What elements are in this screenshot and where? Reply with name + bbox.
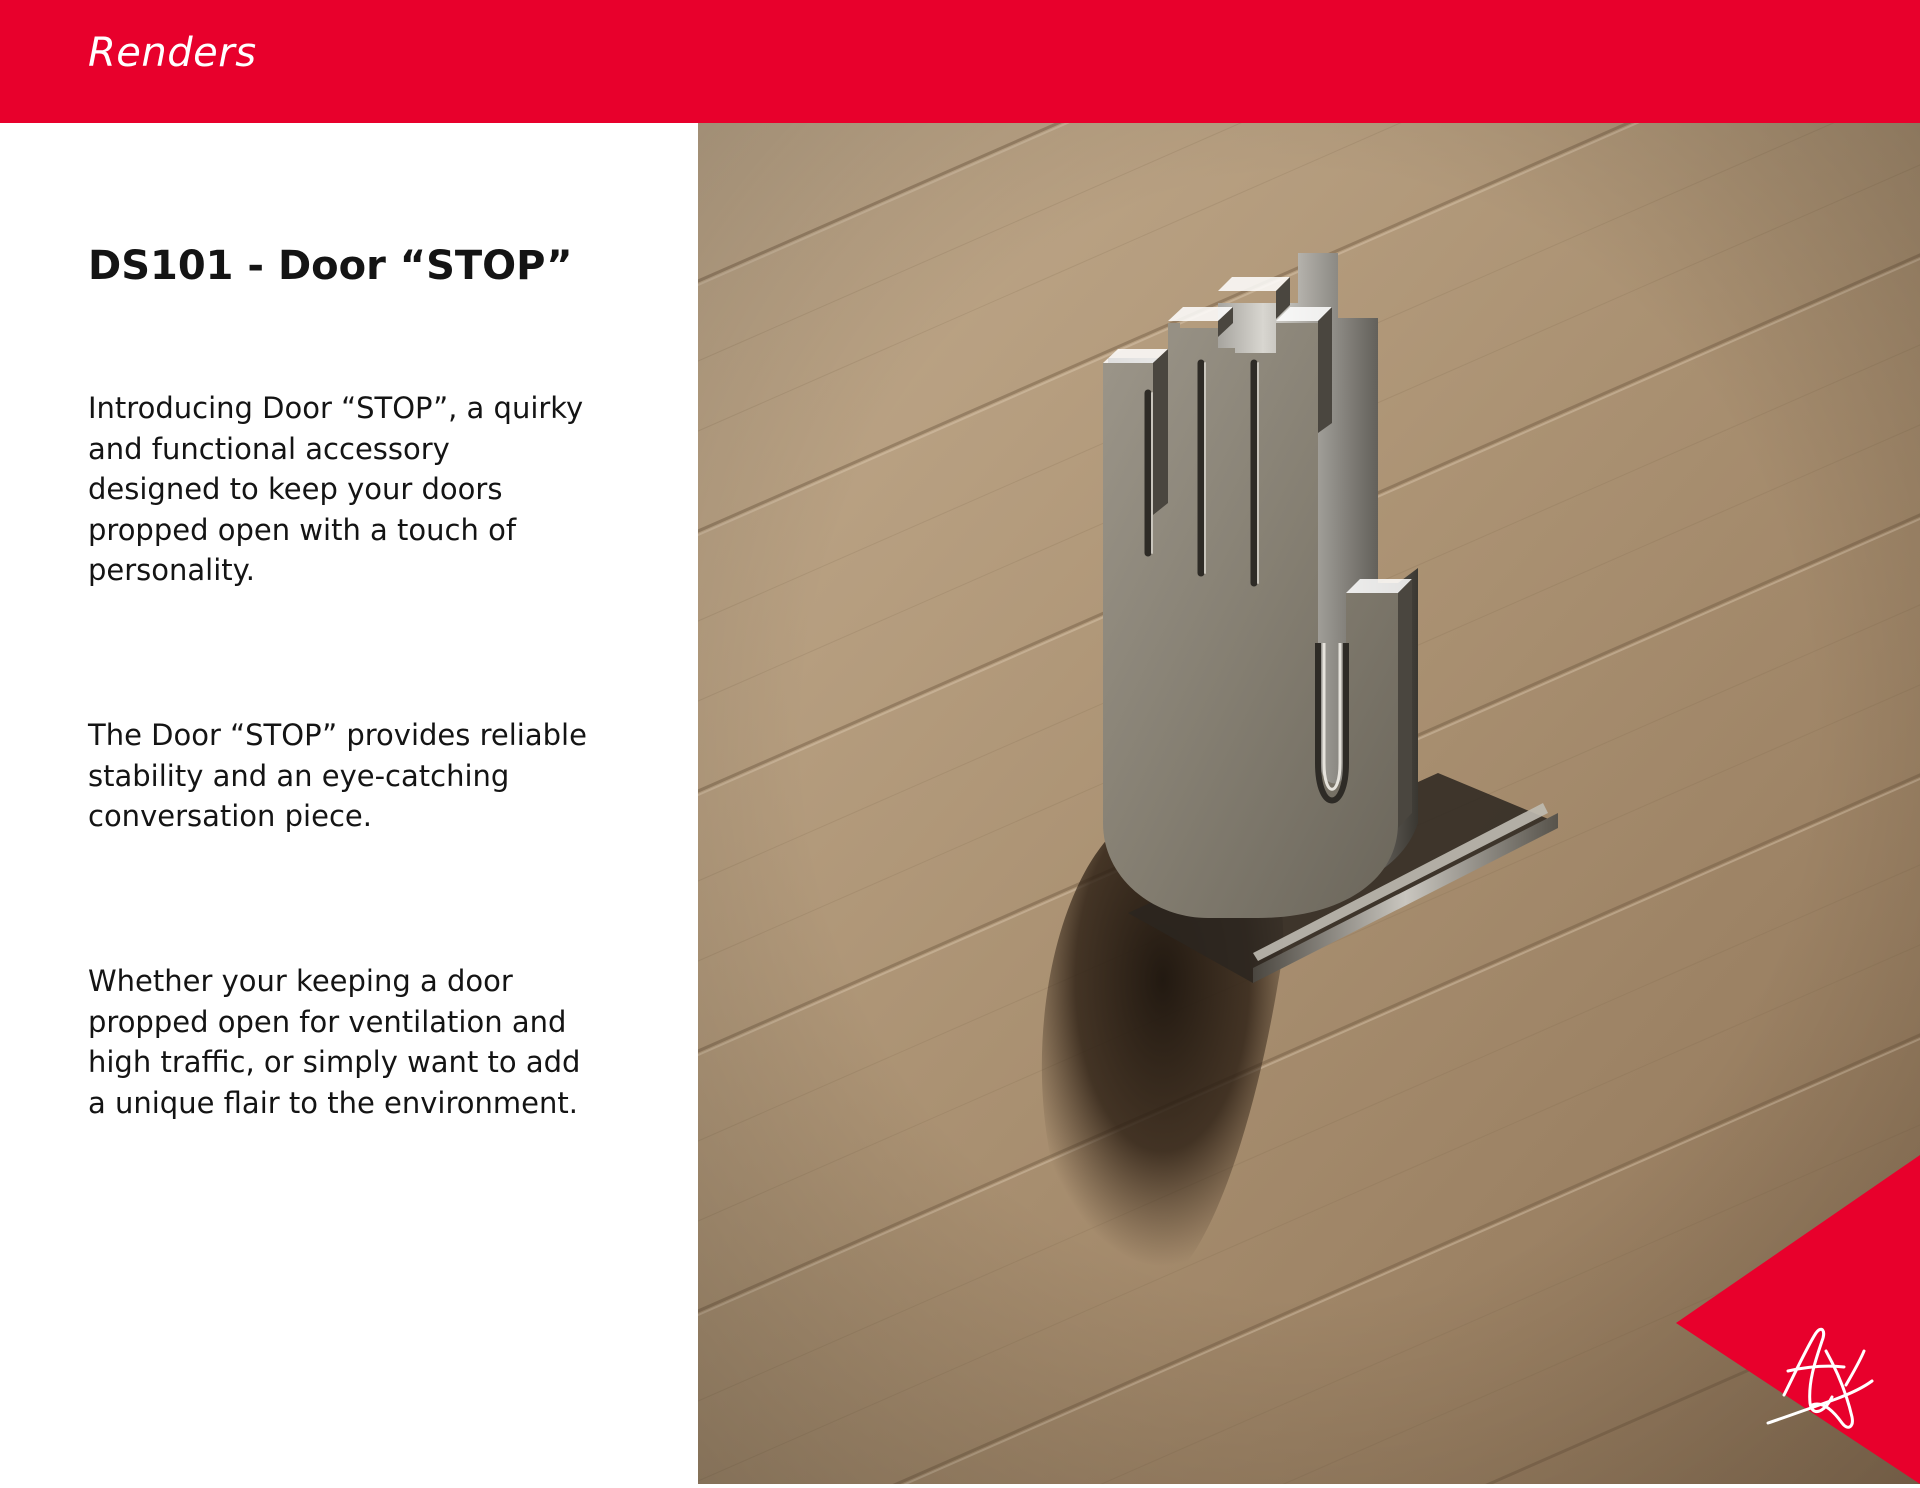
header-bar bbox=[0, 0, 1920, 123]
stability-paragraph: The Door “STOP” provides reliable stability and an eye-catching conversation piece. bbox=[88, 718, 587, 833]
section-title: Renders bbox=[88, 30, 257, 76]
product-title: DS101 - Door “STOP” bbox=[88, 243, 573, 289]
usage-paragraph: Whether your keeping a door propped open for ventilation and high traffic, or simply want to add a unique flair to the environment. bbox=[88, 964, 581, 1120]
brand-corner-badge bbox=[1676, 1155, 1920, 1484]
intro-paragraph: Introducing Door “STOP”, a quirky and functional accessory designed to keep your doors propped open with a touch of personality. bbox=[88, 391, 584, 587]
description-panel bbox=[0, 123, 698, 1484]
